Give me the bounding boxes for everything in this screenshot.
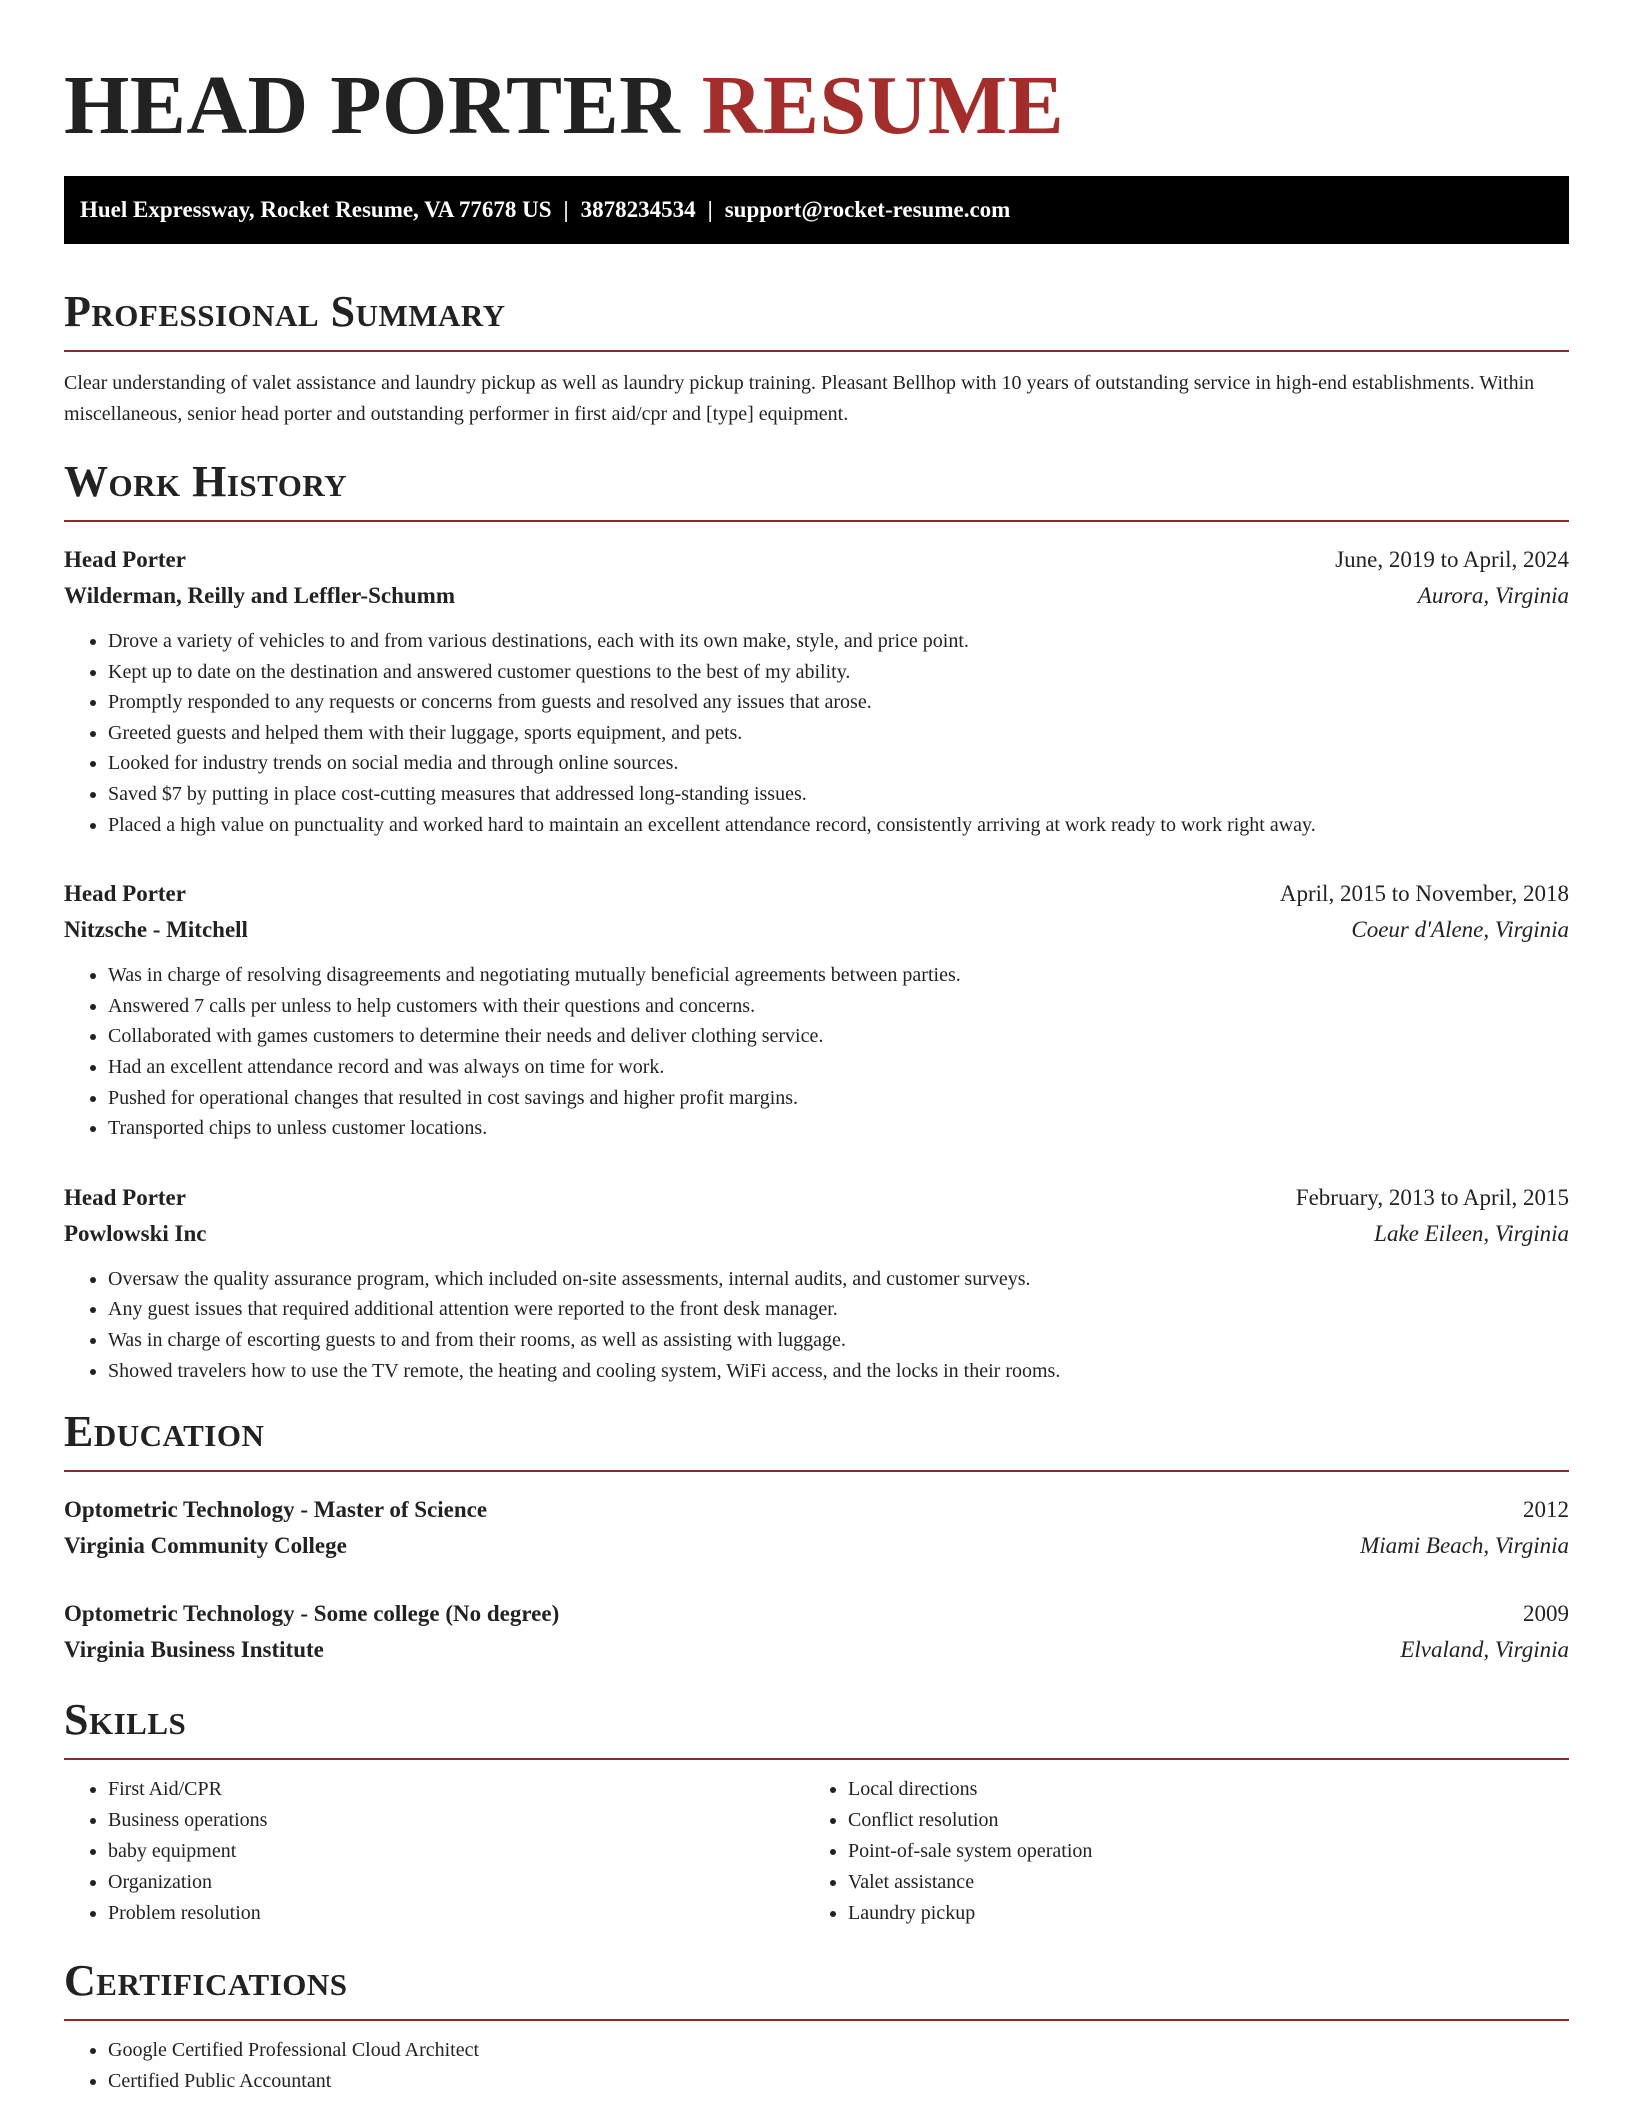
skill-item: • baby equipment [108,1836,804,1867]
skill-item: • Problem resolution [108,1898,804,1929]
section-divider [64,350,1569,352]
skill-item: • Point-of-sale system operation [848,1836,1544,1867]
education-location: Elvaland, Virginia [1400,1637,1569,1663]
section-divider [64,520,1569,522]
list-item: • Had an excellent attendance record and was always on time for work. [108,1052,1569,1083]
job-header-row [64,1180,1569,1216]
education-school: Virginia Business Institute [64,1637,324,1663]
contact-email: support@rocket-resume.com [724,197,1011,222]
education-year: 2009 [1523,1601,1569,1627]
section-divider [64,2019,1569,2021]
education-location: Miami Beach, Virginia [1360,1533,1569,1559]
skill-item: • Business operations [108,1805,804,1836]
job-position: Head Porter [64,1184,186,1210]
job-position: Head Porter [64,547,186,572]
education-entry [64,1596,1569,1668]
certifications-section [64,1955,1569,2096]
skills-grid [64,1774,1569,1929]
job-location: Aurora, Virginia [1417,583,1569,608]
contact-address: Huel Expressway, Rocket Resume, VA 77678 US [80,197,552,222]
job-company: Nitzsche - Mitchell [64,917,248,943]
education-heading: Education [64,1407,265,1457]
skill-item: • Organization [108,1867,804,1898]
certifications-list [64,2035,1569,2096]
title-accent: RESUME [701,59,1065,152]
list-item: • Was in charge of escorting guests to and from their rooms, as well as assisting with luggage. [108,1325,1569,1356]
contact-phone: 3878234534 [580,197,696,222]
skill-item: • Valet assistance [848,1867,1544,1898]
education-school-row [64,1632,1569,1668]
summary-section [64,286,1569,430]
job-dates: April, 2015 to November, 2018 [1279,881,1569,907]
skill-item: • Conflict resolution [848,1805,1544,1836]
job-dates: June, 2019 to April, 2024 [1335,547,1569,572]
certification-item: • Certified Public Accountant [108,2066,1569,2097]
job-company: Wilderman, Reilly and Leffler-Schumm [64,583,455,608]
list-item: • Looked for industry trends on social media and through online sources. [108,748,1569,779]
list-item: • Saved $7 by putting in place cost-cutting measures that addressed long-standing issues. [108,779,1569,810]
job-bullets [64,1264,1569,1386]
job-position: Head Porter [64,881,186,907]
list-item: • Collaborated with games customers to determine their needs and deliver clothing service. [108,1021,1569,1052]
list-item: • Was in charge of resolving disagreements and negotiating mutually beneficial agreements between parties. [108,960,1569,991]
list-item: • Placed a high value on punctuality and worked hard to maintain an excellent attendance record, consistently arriving at work ready to work right away. [108,810,1569,841]
education-school-row [64,1528,1569,1564]
list-item: • Kept up to date on the destination and answered customer questions to the best of my ability. [108,657,1569,688]
job-company: Powlowski Inc [64,1220,207,1246]
job-entry [64,1180,1569,1386]
education-section [64,1406,1569,1668]
job-location: Coeur d'Alene, Virginia [1351,917,1569,943]
resume-page [64,0,1569,2096]
skill-item: • Laundry pickup [848,1898,1544,1929]
summary-heading: Professional Summary [64,287,506,336]
list-item: • Pushed for operational changes that resulted in cost savings and higher profit margins. [108,1083,1569,1114]
list-item: • Promptly responded to any requests or concerns from guests and resolved any issues that arose. [108,687,1569,718]
work-history-section [64,456,1569,1386]
job-bullets [64,960,1569,1144]
work-history-heading: Work History [64,457,348,506]
list-item: • Transported chips to unless customer locations. [108,1113,1569,1144]
list-item: • Any guest issues that required additional attention were reported to the front desk manager. [108,1294,1569,1325]
skills-heading: Skills [64,1695,187,1745]
job-header-row [64,876,1569,912]
summary-text: Clear understanding of valet assistance and laundry pickup as well as laundry pickup training. Pleasant Bellhop with 10 years of outstanding service in high-end establishments. Within miscellaneous, senior head porter and outstanding performer in first aid/cpr and [type] equipment. [64,372,1535,425]
job-location: Lake Eileen, Virginia [1374,1220,1569,1246]
section-divider [64,1758,1569,1760]
section-divider [64,1470,1569,1472]
job-entry [64,542,1569,840]
education-degree: Optometric Technology - Some college (No degree) [64,1601,560,1627]
education-year: 2012 [1523,1497,1569,1523]
resume-title [64,56,1569,156]
contact-separator: | [563,197,569,222]
skills-list-right [804,1774,1544,1929]
contact-separator: | [707,197,713,222]
certification-item: • Google Certified Professional Cloud Architect [108,2035,1569,2066]
education-entry [64,1492,1569,1564]
list-item: • Answered 7 calls per unless to help customers with their questions and concerns. [108,991,1569,1022]
skill-item: • Local directions [848,1774,1544,1805]
education-degree: Optometric Technology - Master of Science [64,1497,488,1523]
job-company-row [64,912,1569,948]
list-item: • Greeted guests and helped them with their luggage, sports equipment, and pets. [108,718,1569,749]
job-header-row [64,542,1569,578]
list-item: • Drove a variety of vehicles to and from various destinations, each with its own make, style, and price point. [108,626,1569,657]
education-school: Virginia Community College [64,1533,347,1559]
certifications-heading: Certifications [64,1956,348,2006]
job-company-row [64,578,1569,614]
job-company-row [64,1216,1569,1252]
job-dates: February, 2013 to April, 2015 [1295,1184,1569,1210]
education-degree-row [64,1492,1569,1528]
list-item: • Oversaw the quality assurance program, which included on-site assessments, internal audits, and customer surveys. [108,1264,1569,1295]
job-entry [64,876,1569,1144]
skill-item: • First Aid/CPR [108,1774,804,1805]
job-bullets [64,626,1569,840]
education-degree-row [64,1596,1569,1632]
contact-bar [64,176,1569,244]
list-item: • Showed travelers how to use the TV remote, the heating and cooling system, WiFi access, and the locks in their rooms. [108,1356,1569,1387]
skills-list-left [64,1774,804,1929]
title-main: HEAD PORTER [64,59,681,152]
skills-section [64,1694,1569,1929]
